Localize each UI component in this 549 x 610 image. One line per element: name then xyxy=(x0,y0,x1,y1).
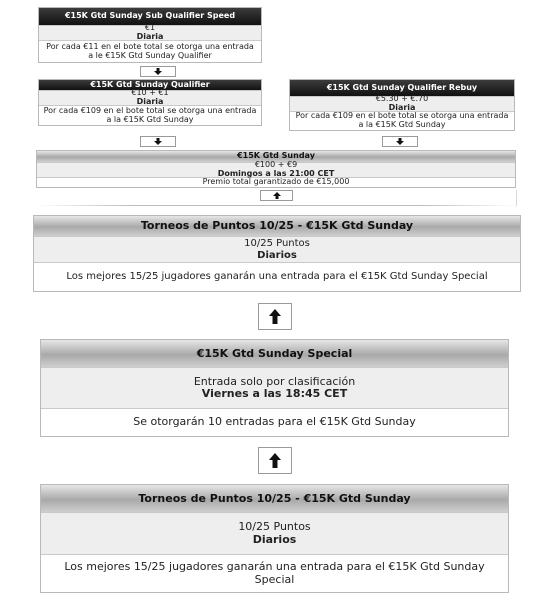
arrow-up-3 xyxy=(258,447,292,474)
sub-qualifier-description: Por cada €11 en el bote total se otorga una entrada a le €15K Gtd Sunday Qualifier xyxy=(39,40,261,62)
qualifier-rebuy-description: Por cada €109 en el bote total se otorga una entrada a la €15K Gtd Sunday xyxy=(290,111,514,130)
arrow-up-icon xyxy=(273,192,281,199)
qualifier-info xyxy=(39,90,261,105)
points-top-description: Los mejores 15/25 jugadores ganarán una entrada para el €15K Gtd Sunday Special xyxy=(34,262,520,291)
sunday-schedule: Domingos a las 21:00 CET xyxy=(217,169,335,178)
divider-vertical xyxy=(516,190,517,206)
arrow-up-icon xyxy=(269,453,281,468)
arrow-down-icon xyxy=(154,68,162,75)
points-top-card xyxy=(33,215,521,292)
qualifier-rebuy-card xyxy=(289,79,515,131)
points-top-points: 10/25 Puntos xyxy=(244,238,310,250)
arrow-down-icon xyxy=(396,138,404,145)
sub-qualifier-title: €15K Gtd Sunday Sub Qualifier Speed xyxy=(39,8,261,25)
sunday-title: €15K Gtd Sunday xyxy=(37,151,515,162)
points-bottom-points: 10/25 Puntos xyxy=(238,520,311,534)
qualifier-card xyxy=(38,79,262,126)
qualifier-rebuy-buyin: €5.30 + €.70 xyxy=(375,94,429,104)
points-bottom-card xyxy=(40,484,509,593)
arrow-up-1 xyxy=(260,190,293,201)
divider xyxy=(36,205,516,206)
arrow-down-icon xyxy=(154,138,162,145)
qualifier-frequency: Diaria xyxy=(136,97,164,106)
arrow-down-2 xyxy=(140,136,176,147)
arrow-up-2 xyxy=(258,303,292,330)
special-info xyxy=(41,367,508,408)
points-top-info xyxy=(34,236,520,262)
qualifier-rebuy-info xyxy=(290,96,514,111)
arrow-down-1 xyxy=(140,66,176,77)
special-card xyxy=(40,339,509,437)
sub-qualifier-buyin: €1 xyxy=(144,23,156,33)
sunday-guarantee: Premio total garantizado de €15,000 xyxy=(37,177,515,187)
sunday-info xyxy=(37,162,515,177)
qualifier-title: €15K Gtd Sunday Qualifier xyxy=(39,80,261,90)
qualifier-rebuy-title: €15K Gtd Sunday Qualifier Rebuy xyxy=(290,80,514,96)
arrow-down-3 xyxy=(382,136,418,147)
sunday-card xyxy=(36,150,516,188)
arrow-up-icon xyxy=(269,309,281,324)
qualifier-rebuy-frequency: Diaria xyxy=(388,103,416,112)
sub-qualifier-card xyxy=(38,7,262,63)
points-top-title: Torneos de Puntos 10/25 - €15K Gtd Sunday xyxy=(34,216,520,236)
qualifier-description: Por cada €109 en el bote total se otorga una entrada a la €15K Gtd Sunday xyxy=(39,105,261,125)
qualifier-buyin: €10 + €1 xyxy=(131,88,169,98)
special-entry: Entrada solo por clasificación xyxy=(193,374,356,388)
special-schedule: Viernes a las 18:45 CET xyxy=(201,387,348,400)
special-description: Se otorgarán 10 entradas para el €15K Gtd Sunday xyxy=(41,408,508,436)
points-bottom-description: Los mejores 15/25 jugadores ganarán una entrada para el €15K Gtd Sunday Special xyxy=(41,554,508,592)
sub-qualifier-frequency: Diaria xyxy=(136,32,164,41)
points-top-frequency: Diarios xyxy=(257,249,297,261)
special-title: €15K Gtd Sunday Special xyxy=(41,340,508,367)
points-bottom-title: Torneos de Puntos 10/25 - €15K Gtd Sunday xyxy=(41,485,508,512)
sub-qualifier-info xyxy=(39,25,261,40)
points-bottom-info xyxy=(41,512,508,554)
points-bottom-frequency: Diarios xyxy=(252,532,297,546)
sunday-buyin: €100 + €9 xyxy=(254,160,298,170)
